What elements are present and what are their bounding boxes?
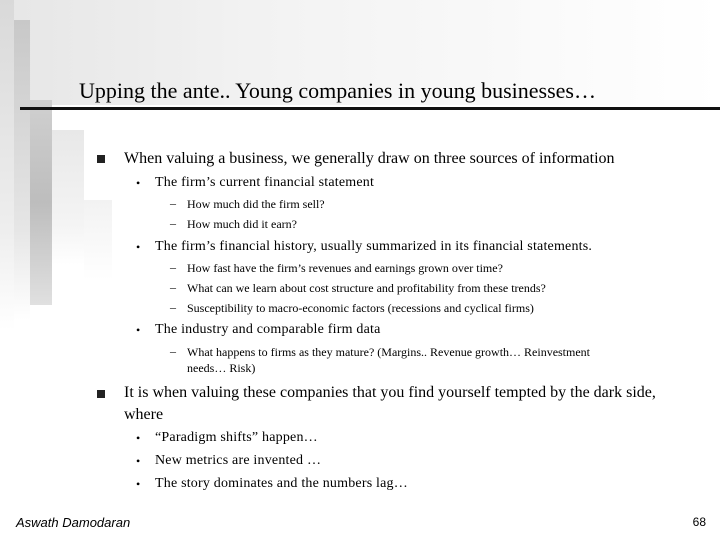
dash-bullet-icon: – xyxy=(170,196,176,210)
dash-bullet-icon: – xyxy=(170,344,176,358)
square-bullet-icon xyxy=(97,390,105,398)
section-heading: When valuing a business, we generally draw on three sources of information xyxy=(124,150,615,167)
decorative-bar xyxy=(0,0,14,330)
dash-bullet-icon: – xyxy=(170,280,176,294)
bullet-dot-icon: • xyxy=(136,431,141,445)
decorative-bar xyxy=(52,130,84,265)
decorative-bar xyxy=(84,200,112,280)
list-item: The firm’s financial history, usually summarized in its financial statements. xyxy=(155,239,593,254)
decorative-bar xyxy=(30,100,52,305)
sub-list-item: How fast have the firm’s revenues and earnings grown over time? xyxy=(187,261,503,275)
sub-list-item: What happens to firms as they mature? (Margins.. Revenue growth… Reinvestment xyxy=(187,345,591,359)
list-item: The story dominates and the numbers lag… xyxy=(155,476,408,491)
list-item: New metrics are invented … xyxy=(155,453,322,468)
list-item: “Paradigm shifts” happen… xyxy=(155,430,318,445)
sub-list-item: How much did it earn? xyxy=(187,217,297,231)
slide-title: Upping the ante.. Young companies in young businesses… xyxy=(79,78,596,103)
list-item: The industry and comparable firm data xyxy=(155,322,381,337)
list-item: The firm’s current financial statement xyxy=(155,175,375,190)
title-divider xyxy=(20,107,720,110)
dash-bullet-icon: – xyxy=(170,300,176,314)
footer-author: Aswath Damodaran xyxy=(16,515,131,530)
bullet-dot-icon: • xyxy=(136,176,141,190)
page-number: 68 xyxy=(692,515,706,529)
dash-bullet-icon: – xyxy=(170,216,176,230)
sub-list-item-continuation: needs… Risk) xyxy=(187,361,256,375)
decorative-bar xyxy=(14,20,30,320)
section-heading: It is when valuing these companies that you find yourself tempted by the dark side, where xyxy=(124,384,656,423)
bullet-dot-icon: • xyxy=(136,240,141,254)
square-bullet-icon xyxy=(97,155,105,163)
sub-list-item: Susceptibility to macro-economic factors (recessions and cyclical firms) xyxy=(187,301,534,315)
dash-bullet-icon: – xyxy=(170,260,176,274)
bullet-dot-icon: • xyxy=(136,323,141,337)
sub-list-item: What can we learn about cost structure and profitability from these trends? xyxy=(187,281,546,295)
bullet-dot-icon: • xyxy=(136,454,141,468)
bullet-dot-icon: • xyxy=(136,477,141,491)
sub-list-item: How much did the firm sell? xyxy=(187,197,325,211)
